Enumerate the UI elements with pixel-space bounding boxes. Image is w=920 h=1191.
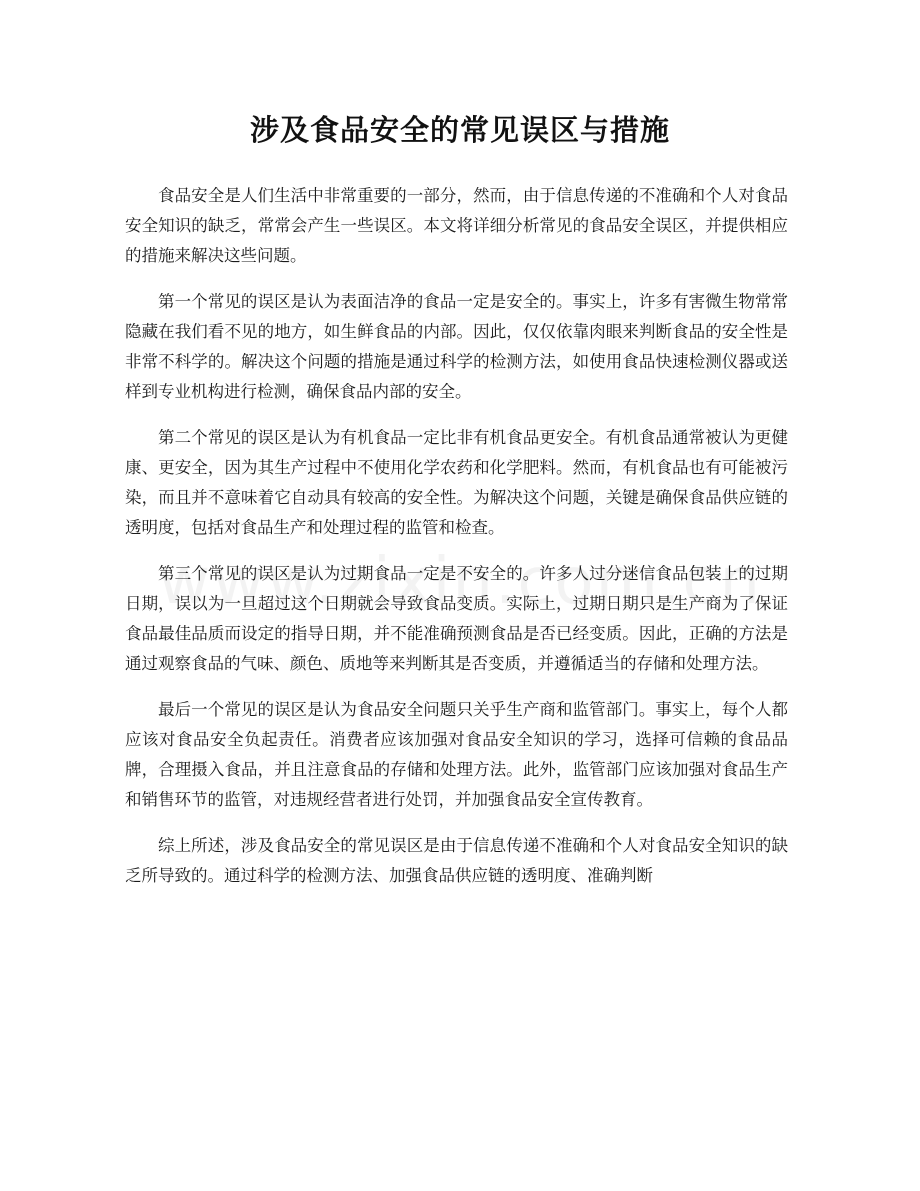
- paragraph-misconception-2: 第二个常见的误区是认为有机食品一定比非有机食品更安全。有机食品通常被认为更健康、更安全，因为其生产过程中不使用化学农药和化学肥料。然而，有机食品也有可能被污染，而且并不意味着它自动具有较高的安全性。为解决这个问题，关键是确保食品供应链的透明度，包括对食品生产和处理过程的监管和检查。: [125, 428, 788, 537]
- paragraph-misconception-4: 最后一个常见的误区是认为食品安全问题只关乎生产商和监管部门。事实上，每个人都应该对食品安全负起责任。消费者应该加强对食品安全知识的学习，选择可信赖的食品品牌，合理摄入食品，并且注意食品的存储和处理方法。此外，监管部门应该加强对食品生产和销售环节的监管，对违规经营者进行处罚，并加强食品安全宣传教育。: [125, 700, 788, 809]
- paragraph-conclusion: 综上所述，涉及食品安全的常见误区是由于信息传递不准确和个人对食品安全知识的缺乏所导致的。通过科学的检测方法、加强食品供应链的透明度、准确判断: [125, 836, 788, 885]
- paragraph-misconception-1: 第一个常见的误区是认为表面洁净的食品一定是安全的。事实上，许多有害微生物常常隐藏在我们看不见的地方，如生鲜食品的内部。因此，仅仅依靠肉眼来判断食品的安全性是非常不科学的。解决这个问题的措施是通过科学的检测方法，如使用食品快速检测仪器或送样到专业机构进行检测，确保食品内部的安全。: [125, 292, 788, 401]
- paragraph-intro: 食品安全是人们生活中非常重要的一部分，然而，由于信息传递的不准确和个人对食品安全知识的缺乏，常常会产生一些误区。本文将详细分析常见的食品安全误区，并提供相应的措施来解决这些问题。: [125, 186, 788, 265]
- document-body: [125, 181, 788, 907]
- paragraph-misconception-3: 第三个常见的误区是认为过期食品一定是不安全的。许多人过分迷信食品包装上的过期日期，误以为一旦超过这个日期就会导致食品变质。实际上，过期日期只是生产商为了保证食品最佳品质而设定的指导日期，并不能准确预测食品是否已经变质。因此，正确的方法是通过观察食品的气味、颜色、质地等来判断其是否变质，并遵循适当的存储和处理方法。: [125, 564, 788, 673]
- document-title: 涉及食品安全的常见误区与措施: [249, 113, 670, 147]
